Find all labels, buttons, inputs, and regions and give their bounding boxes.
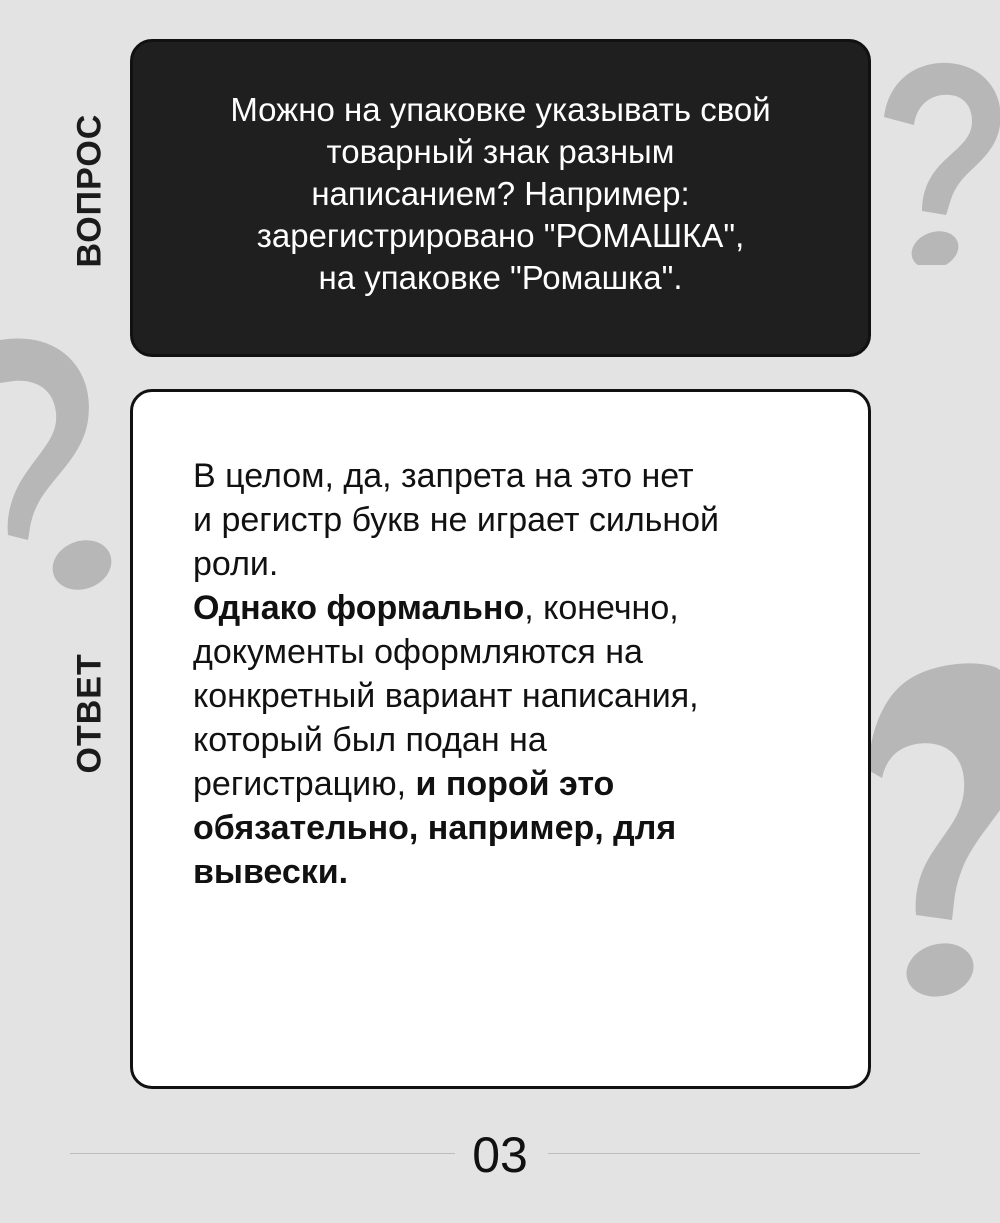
answer-line xyxy=(193,806,843,850)
question-line: зарегистрировано "РОМАШКА", xyxy=(256,217,745,254)
answer-emphasis: Однако формально xyxy=(193,589,525,627)
answer-emphasis: и порой это xyxy=(415,765,615,803)
footer-divider-left xyxy=(70,1153,455,1154)
question-card xyxy=(130,39,871,357)
question-mark-decor-icon xyxy=(880,55,1000,265)
answer-emphasis: вывески. xyxy=(193,853,349,891)
answer-line: документы оформляются на xyxy=(193,633,643,671)
answer-line: В целом, да, запрета на это нет xyxy=(193,457,694,495)
question-mark-decor-icon xyxy=(0,335,120,595)
answer-text-span: регистрацию, xyxy=(193,765,416,803)
answer-line: роли. xyxy=(193,545,279,583)
answer-line: который был подан на xyxy=(193,721,547,759)
answer-line xyxy=(193,850,843,894)
question-mark-decor-icon xyxy=(868,660,1000,1000)
answer-side-label: ОТВЕТ xyxy=(70,653,109,774)
question-line: написанием? Например: xyxy=(311,175,690,212)
answer-text-span: , конечно, xyxy=(524,589,679,627)
answer-card xyxy=(130,389,871,1089)
answer-line xyxy=(193,762,843,806)
answer-line xyxy=(193,586,843,630)
answer-line: и регистр букв не играет сильной xyxy=(193,501,720,539)
question-line: Можно на упаковке указывать свой xyxy=(230,91,771,128)
question-side-label: ВОПРОС xyxy=(70,113,109,268)
answer-line: конкретный вариант написания, xyxy=(193,677,699,715)
page-number: 03 xyxy=(472,1127,528,1183)
answer-emphasis: обязательно, например, для xyxy=(193,809,677,847)
footer-divider-right xyxy=(548,1153,920,1154)
question-line: товарный знак разным xyxy=(326,133,675,170)
question-text xyxy=(181,89,821,299)
question-line: на упаковке "Ромашка". xyxy=(318,259,683,296)
answer-text xyxy=(193,454,843,894)
